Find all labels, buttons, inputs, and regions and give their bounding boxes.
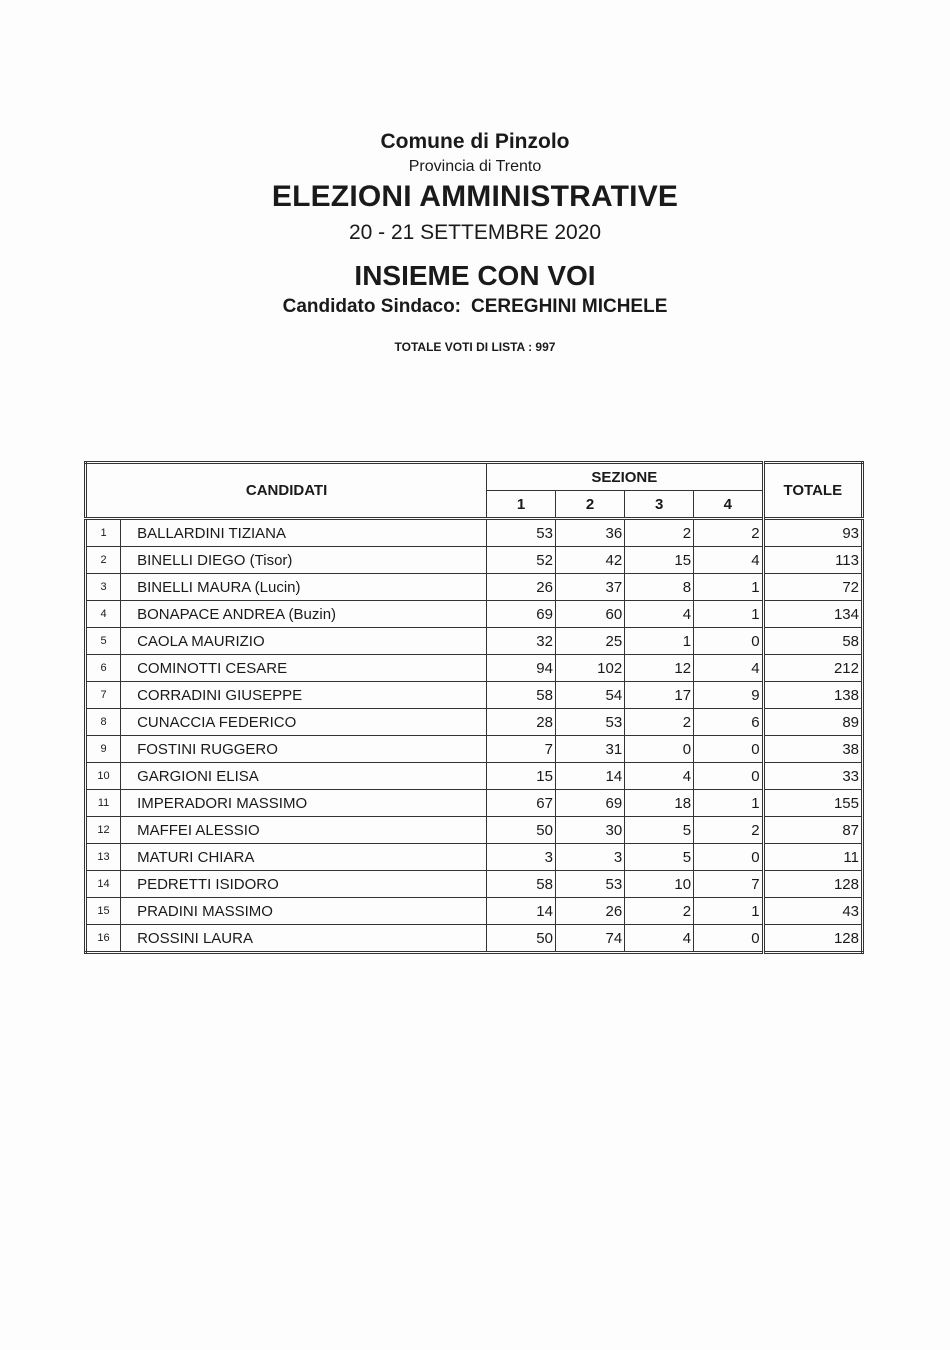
- votes-sezione-2: 36: [555, 519, 624, 547]
- votes-sezione-2: 53: [555, 709, 624, 736]
- election-date: 20 - 21 SETTEMBRE 2020: [348, 221, 602, 244]
- votes-sezione-4: 1: [694, 790, 764, 817]
- table-row: [86, 655, 863, 682]
- candidate-name: COMINOTTI CESARE: [121, 655, 487, 682]
- votes-sezione-4: 7: [694, 871, 764, 898]
- votes-totale: 134: [763, 601, 862, 628]
- votes-sezione-4: 0: [694, 844, 764, 871]
- votes-sezione-2: 25: [555, 628, 624, 655]
- votes-sezione-4: 1: [694, 601, 764, 628]
- provincia-subtitle: Provincia di Trento: [408, 158, 542, 175]
- votes-sezione-3: 5: [625, 844, 694, 871]
- votes-sezione-3: 17: [625, 682, 694, 709]
- votes-sezione-1: 15: [487, 763, 556, 790]
- votes-sezione-1: 69: [487, 601, 556, 628]
- document-header: [0, 128, 950, 356]
- candidate-name: MAFFEI ALESSIO: [121, 817, 487, 844]
- votes-totale: 87: [763, 817, 862, 844]
- results-table: [84, 461, 864, 954]
- votes-sezione-1: 3: [487, 844, 556, 871]
- votes-sezione-1: 14: [487, 898, 556, 925]
- votes-totale: 138: [763, 682, 862, 709]
- votes-sezione-2: 54: [555, 682, 624, 709]
- votes-sezione-2: 42: [555, 547, 624, 574]
- table-row: [86, 519, 863, 547]
- votes-sezione-4: 4: [694, 547, 764, 574]
- votes-totale: 33: [763, 763, 862, 790]
- mayor-candidate-label: Candidato Sindaco:: [282, 296, 462, 317]
- header-sezione-2: 2: [555, 491, 624, 519]
- row-index: 11: [86, 790, 121, 817]
- votes-totale: 128: [763, 871, 862, 898]
- mayor-candidate: [0, 294, 950, 320]
- votes-sezione-2: 26: [555, 898, 624, 925]
- votes-sezione-2: 31: [555, 736, 624, 763]
- votes-sezione-1: 32: [487, 628, 556, 655]
- candidate-name: BALLARDINI TIZIANA: [121, 519, 487, 547]
- candidate-name: GARGIONI ELISA: [121, 763, 487, 790]
- votes-sezione-3: 0: [625, 736, 694, 763]
- votes-sezione-2: 30: [555, 817, 624, 844]
- candidate-name: PEDRETTI ISIDORO: [121, 871, 487, 898]
- votes-sezione-4: 9: [694, 682, 764, 709]
- table-row: [86, 601, 863, 628]
- row-index: 12: [86, 817, 121, 844]
- candidate-name: CORRADINI GIUSEPPE: [121, 682, 487, 709]
- elezioni-title: ELEZIONI AMMINISTRATIVE: [271, 180, 679, 213]
- votes-sezione-4: 0: [694, 736, 764, 763]
- votes-sezione-4: 4: [694, 655, 764, 682]
- candidate-name: BONAPACE ANDREA (Buzin): [121, 601, 487, 628]
- votes-sezione-1: 58: [487, 682, 556, 709]
- votes-sezione-3: 1: [625, 628, 694, 655]
- votes-sezione-4: 0: [694, 628, 764, 655]
- votes-sezione-3: 5: [625, 817, 694, 844]
- votes-sezione-1: 50: [487, 817, 556, 844]
- votes-sezione-1: 67: [487, 790, 556, 817]
- votes-sezione-3: 2: [625, 898, 694, 925]
- row-index: 14: [86, 871, 121, 898]
- header-sezione-3: 3: [625, 491, 694, 519]
- header-totale: TOTALE: [763, 463, 862, 519]
- table-row: [86, 709, 863, 736]
- comune-title: Comune di Pinzolo: [380, 130, 570, 153]
- candidate-name: ROSSINI LAURA: [121, 925, 487, 953]
- header-candidati: CANDIDATI: [86, 463, 487, 519]
- votes-sezione-2: 102: [555, 655, 624, 682]
- row-index: 10: [86, 763, 121, 790]
- votes-totale: 93: [763, 519, 862, 547]
- candidate-name: IMPERADORI MASSIMO: [121, 790, 487, 817]
- votes-sezione-1: 52: [487, 547, 556, 574]
- row-index: 6: [86, 655, 121, 682]
- list-name: INSIEME CON VOI: [354, 260, 596, 291]
- table-row: [86, 925, 863, 953]
- votes-sezione-1: 53: [487, 519, 556, 547]
- votes-totale: 89: [763, 709, 862, 736]
- votes-sezione-4: 1: [694, 898, 764, 925]
- votes-sezione-2: 53: [555, 871, 624, 898]
- votes-totale: 72: [763, 574, 862, 601]
- row-index: 13: [86, 844, 121, 871]
- total-list-votes: TOTALE VOTI DI LISTA : 997: [394, 340, 556, 354]
- row-index: 5: [86, 628, 121, 655]
- table-row: [86, 817, 863, 844]
- votes-sezione-3: 4: [625, 925, 694, 953]
- row-index: 7: [86, 682, 121, 709]
- votes-sezione-2: 60: [555, 601, 624, 628]
- votes-sezione-3: 4: [625, 601, 694, 628]
- votes-sezione-1: 7: [487, 736, 556, 763]
- candidate-name: PRADINI MASSIMO: [121, 898, 487, 925]
- votes-sezione-3: 18: [625, 790, 694, 817]
- row-index: 16: [86, 925, 121, 953]
- votes-sezione-1: 58: [487, 871, 556, 898]
- row-index: 1: [86, 519, 121, 547]
- header-sezione-4: 4: [694, 491, 764, 519]
- votes-sezione-1: 28: [487, 709, 556, 736]
- votes-sezione-3: 2: [625, 709, 694, 736]
- table-row: [86, 736, 863, 763]
- votes-totale: 155: [763, 790, 862, 817]
- table-row: [86, 628, 863, 655]
- votes-sezione-4: 0: [694, 925, 764, 953]
- row-index: 9: [86, 736, 121, 763]
- votes-totale: 58: [763, 628, 862, 655]
- votes-sezione-3: 12: [625, 655, 694, 682]
- votes-sezione-4: 2: [694, 519, 764, 547]
- row-index: 8: [86, 709, 121, 736]
- mayor-candidate-name: CEREGHINI MICHELE: [471, 296, 668, 317]
- table-row: [86, 790, 863, 817]
- table-row: [86, 574, 863, 601]
- table-row: [86, 682, 863, 709]
- votes-sezione-3: 10: [625, 871, 694, 898]
- candidate-name: MATURI CHIARA: [121, 844, 487, 871]
- table-row: [86, 844, 863, 871]
- votes-sezione-3: 8: [625, 574, 694, 601]
- votes-sezione-4: 0: [694, 763, 764, 790]
- votes-totale: 113: [763, 547, 862, 574]
- candidate-name: CUNACCIA FEDERICO: [121, 709, 487, 736]
- votes-sezione-2: 3: [555, 844, 624, 871]
- candidate-name: BINELLI MAURA (Lucin): [121, 574, 487, 601]
- votes-totale: 11: [763, 844, 862, 871]
- header-sezione: SEZIONE: [487, 463, 763, 491]
- votes-sezione-2: 69: [555, 790, 624, 817]
- row-index: 15: [86, 898, 121, 925]
- votes-sezione-2: 74: [555, 925, 624, 953]
- votes-sezione-2: 37: [555, 574, 624, 601]
- votes-sezione-2: 14: [555, 763, 624, 790]
- candidate-name: BINELLI DIEGO (Tisor): [121, 547, 487, 574]
- table-row: [86, 898, 863, 925]
- candidate-name: FOSTINI RUGGERO: [121, 736, 487, 763]
- votes-sezione-4: 6: [694, 709, 764, 736]
- votes-sezione-3: 15: [625, 547, 694, 574]
- row-index: 4: [86, 601, 121, 628]
- candidate-name: CAOLA MAURIZIO: [121, 628, 487, 655]
- votes-totale: 128: [763, 925, 862, 953]
- votes-totale: 43: [763, 898, 862, 925]
- votes-sezione-4: 1: [694, 574, 764, 601]
- votes-sezione-1: 26: [487, 574, 556, 601]
- header-sezione-1: 1: [487, 491, 556, 519]
- table-row: [86, 547, 863, 574]
- votes-sezione-1: 50: [487, 925, 556, 953]
- table-row: [86, 871, 863, 898]
- votes-sezione-1: 94: [487, 655, 556, 682]
- row-index: 3: [86, 574, 121, 601]
- table-row: [86, 763, 863, 790]
- results-table-body: [86, 519, 863, 953]
- votes-sezione-3: 4: [625, 763, 694, 790]
- row-index: 2: [86, 547, 121, 574]
- votes-totale: 38: [763, 736, 862, 763]
- votes-totale: 212: [763, 655, 862, 682]
- votes-sezione-3: 2: [625, 519, 694, 547]
- votes-sezione-4: 2: [694, 817, 764, 844]
